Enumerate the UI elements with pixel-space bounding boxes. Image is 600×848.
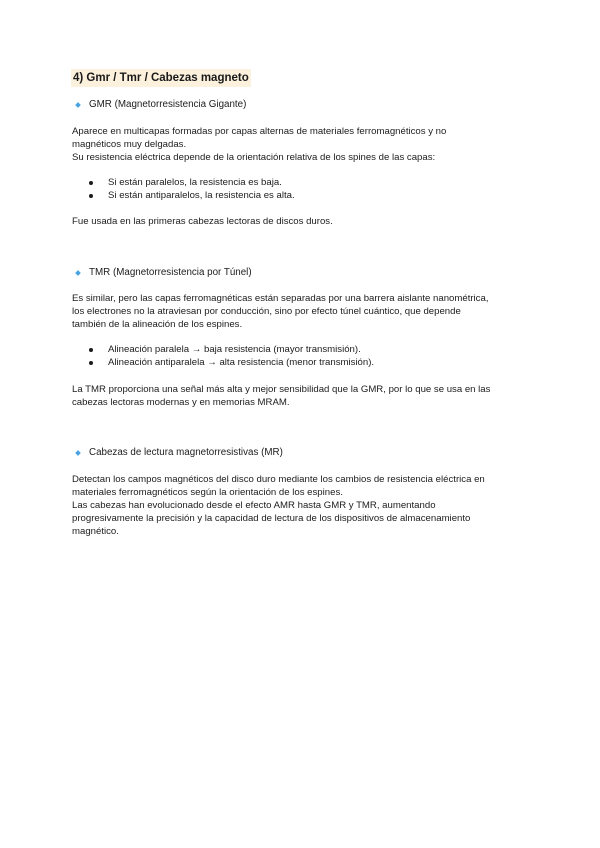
page-title: 4) Gmr / Tmr / Cabezas magneto bbox=[73, 72, 249, 84]
text-line: magnéticos muy delgadas. bbox=[72, 139, 187, 150]
text-line: Fue usada en las primeras cabezas lectoras de discos duros. bbox=[72, 216, 333, 227]
section-heading-label: Cabezas de lectura magnetorresistivas (MR) bbox=[89, 447, 283, 458]
text-line: materiales ferromagnéticos según la orientación de los espines. bbox=[72, 487, 343, 498]
list-item-text: Alineación antiparalela → alta resistencia (menor transmisión). bbox=[108, 357, 375, 368]
diamond-icon bbox=[75, 450, 81, 456]
bullet-dot-icon bbox=[89, 194, 93, 198]
text-line: progresivamente la precisión y la capacidad de lectura de los dispositivos de almacenamiento bbox=[72, 513, 471, 524]
section-heading-label: GMR (Magnetorresistencia Gigante) bbox=[89, 99, 247, 110]
bullet-dot-icon bbox=[89, 348, 93, 352]
section-heading-label: TMR (Magnetorresistencia por Túnel) bbox=[89, 267, 252, 278]
text-line: cabezas lectoras modernas y en memorias MRAM. bbox=[72, 397, 290, 408]
paragraph-tmr-outro bbox=[72, 383, 532, 409]
paragraph-mr bbox=[72, 473, 532, 538]
section-heading-tmr bbox=[74, 266, 252, 279]
list-item-text: Si están paralelos, la resistencia es baja. bbox=[108, 177, 282, 188]
text-line: Es similar, pero las capas ferromagnéticas están separadas por una barrera aislante nanométrica, bbox=[72, 293, 489, 304]
bullet-list-gmr bbox=[89, 176, 295, 202]
bullet-list-tmr bbox=[89, 343, 374, 369]
text-line: Detectan los campos magnéticos del disco duro mediante los cambios de resistencia eléctrica en bbox=[72, 474, 485, 485]
diamond-icon bbox=[75, 270, 81, 276]
list-item bbox=[89, 189, 295, 202]
list-item bbox=[89, 176, 295, 189]
list-item bbox=[89, 343, 374, 356]
paragraph-gmr-outro bbox=[72, 215, 532, 228]
text-line: los electrones no la atraviesan por conducción, sino por efecto túnel cuántico, que depende bbox=[72, 306, 461, 317]
diamond-icon bbox=[75, 102, 81, 108]
paragraph-tmr-intro bbox=[72, 292, 532, 331]
list-item-text: Si están antiparalelos, la resistencia es alta. bbox=[108, 190, 295, 201]
list-item-text: Alineación paralela → baja resistencia (mayor transmisión). bbox=[108, 344, 361, 355]
paragraph-gmr-intro bbox=[72, 125, 532, 164]
bullet-dot-icon bbox=[89, 181, 93, 185]
text-line: Aparece en multicapas formadas por capas alternas de materiales ferromagnéticos y no bbox=[72, 126, 447, 137]
section-heading-gmr bbox=[74, 98, 246, 111]
text-line: magnético. bbox=[72, 526, 119, 537]
text-line: también de la alineación de los espines. bbox=[72, 319, 243, 330]
bullet-dot-icon bbox=[89, 361, 93, 365]
list-item bbox=[89, 356, 374, 369]
text-line: Su resistencia eléctrica depende de la orientación relativa de los spines de las capas: bbox=[72, 152, 436, 163]
title-highlight bbox=[71, 69, 251, 87]
text-line: La TMR proporciona una señal más alta y mejor sensibilidad que la GMR, por lo que se usa en las bbox=[72, 384, 491, 395]
section-heading-mr bbox=[74, 446, 283, 459]
text-line: Las cabezas han evolucionado desde el efecto AMR hasta GMR y TMR, aumentando bbox=[72, 500, 436, 511]
